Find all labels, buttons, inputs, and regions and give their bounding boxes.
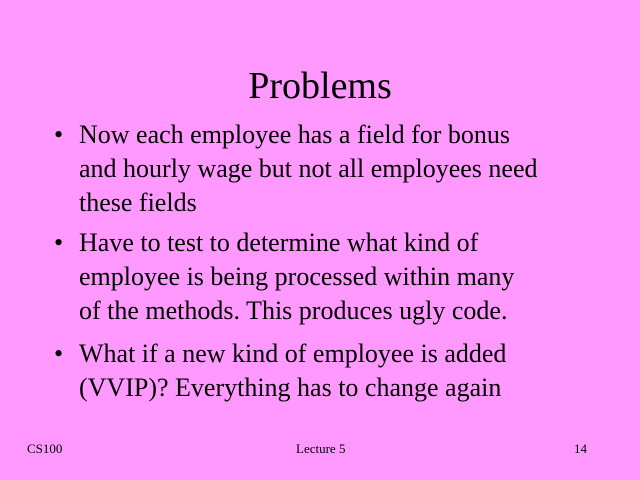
footer-course: CS100: [27, 441, 63, 456]
bullet-text: [79, 337, 619, 405]
bullet-text: [79, 226, 619, 328]
bullet-glyph: •: [54, 228, 64, 257]
bullet-line: Now each employee has a field for bonus: [79, 120, 511, 149]
bullet-line: What if a new kind of employee is added: [79, 339, 507, 368]
bullet-line: Have to test to determine what kind of: [79, 228, 479, 257]
bullet-line: of the methods. This produces ugly code.: [79, 296, 508, 325]
bullet-line: these fields: [79, 188, 197, 217]
bullet-text: [79, 118, 619, 220]
bullet-glyph: •: [54, 120, 64, 149]
slide-title: Problems: [248, 65, 392, 107]
bullet-glyph: •: [54, 339, 64, 368]
bullet-line: (VVIP)? Everything has to change again: [79, 373, 502, 402]
footer-lecture: Lecture 5: [296, 441, 346, 456]
footer-page-number: 14: [574, 441, 587, 456]
bullet-line: and hourly wage but not all employees need: [79, 154, 538, 183]
bullet-line: employee is being processed within many: [79, 262, 515, 291]
